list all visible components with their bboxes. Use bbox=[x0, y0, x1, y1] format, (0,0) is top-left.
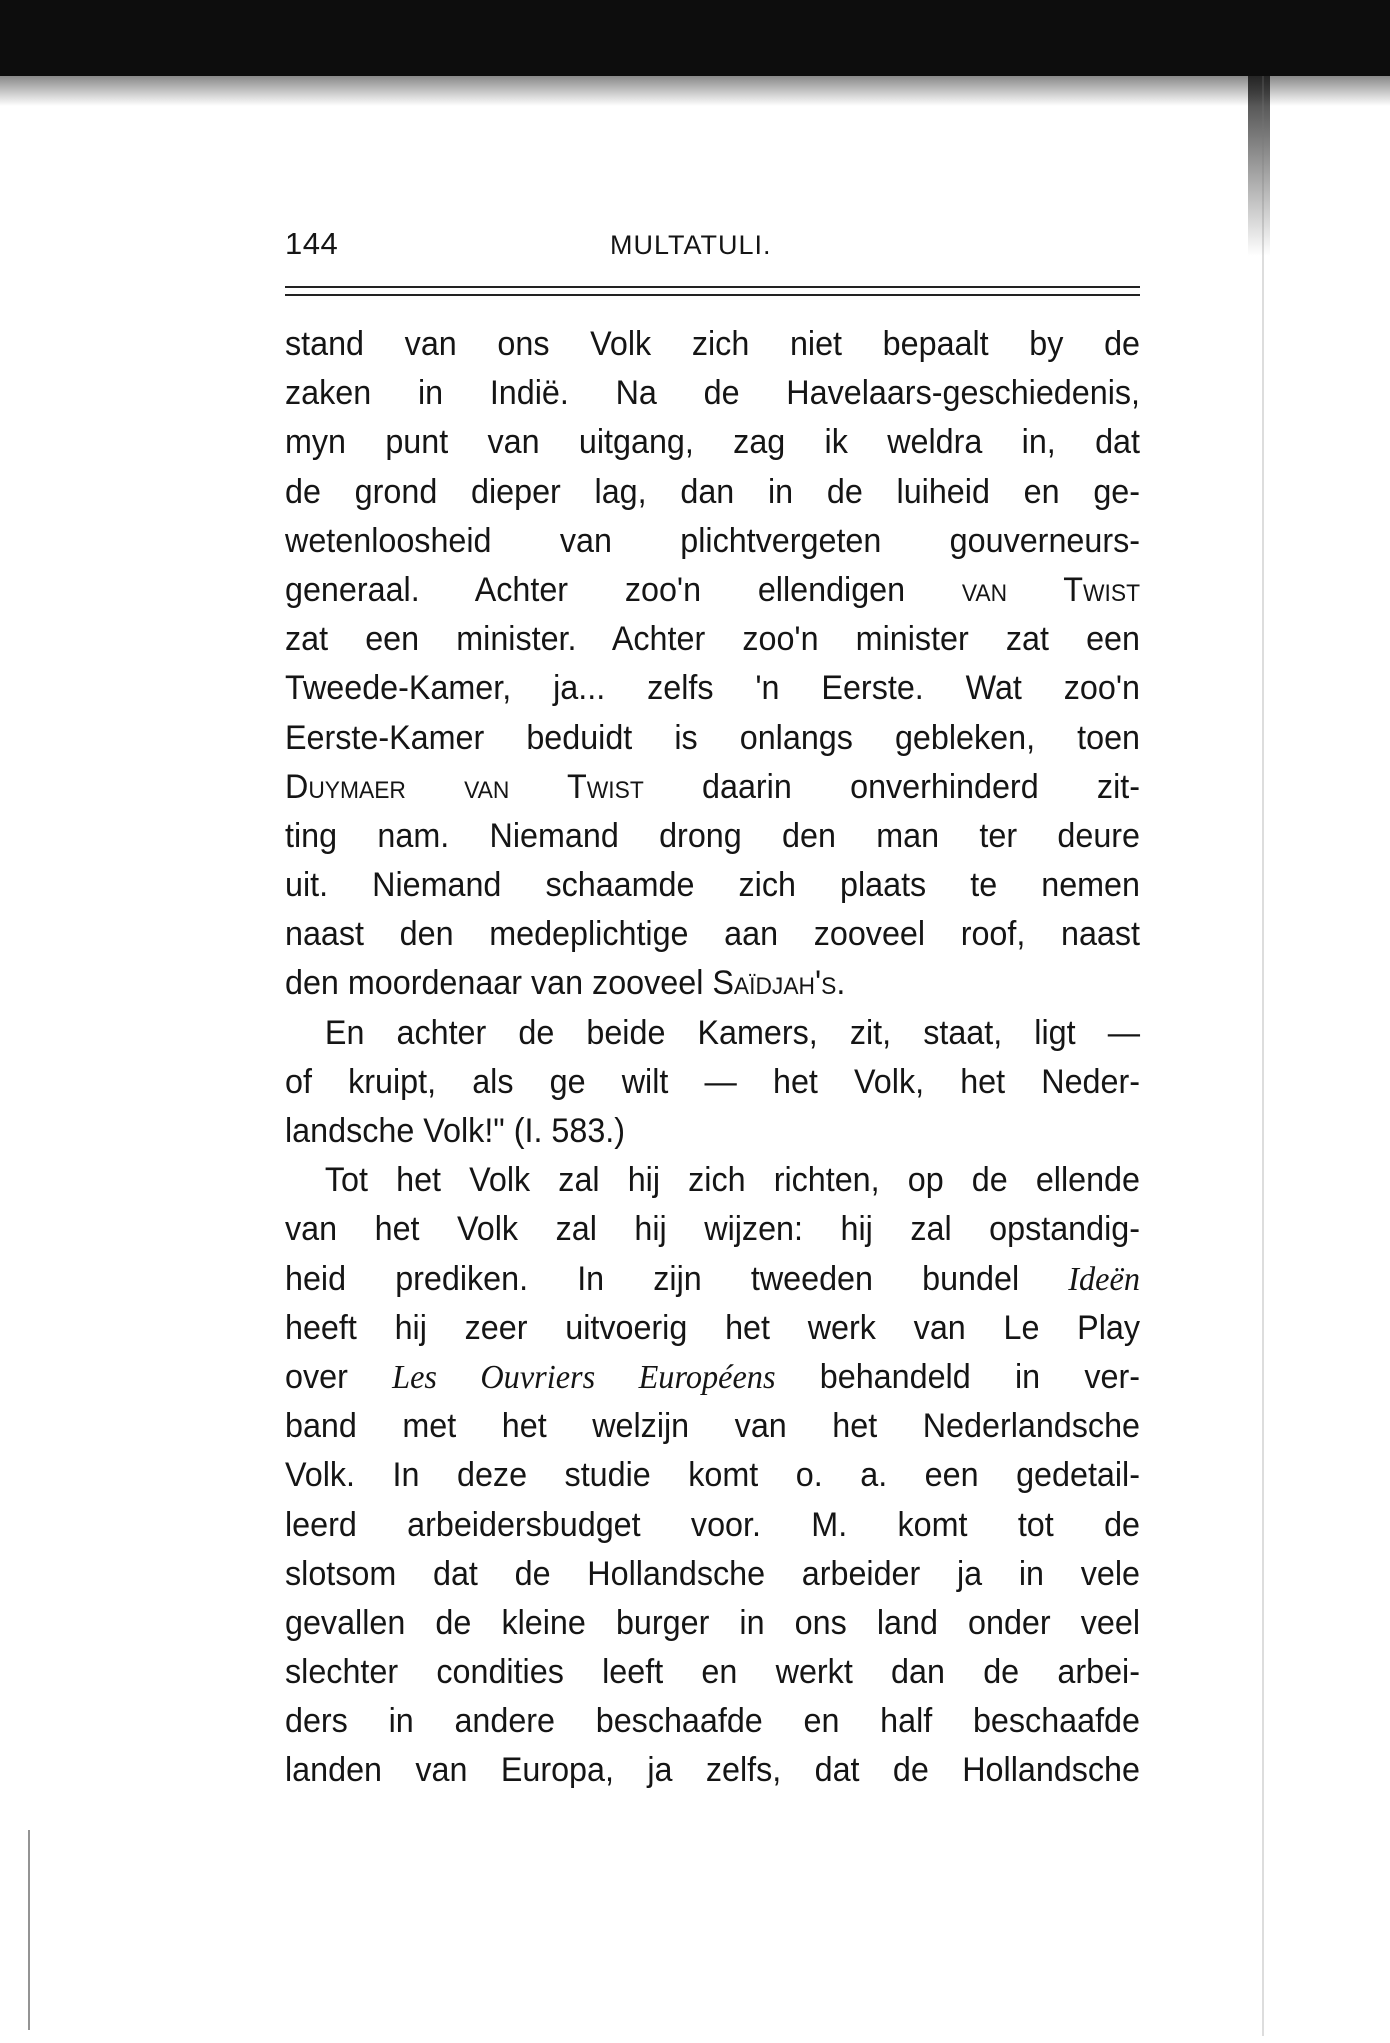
text-line bbox=[285, 763, 1140, 812]
running-head bbox=[285, 226, 1140, 272]
text-fragment: daarin onverhinderd zit- bbox=[643, 767, 1140, 806]
text-fragment: over bbox=[285, 1357, 393, 1396]
text-line: naast den medeplichtige aan zooveel roof, naast bbox=[285, 915, 1140, 954]
page-number: 144 bbox=[285, 226, 339, 261]
text-line: ders in andere beschaafde en half beschaafde bbox=[285, 1702, 1140, 1741]
text-line: leerd arbeidersbudget voor. M. komt tot de bbox=[285, 1505, 1140, 1544]
text-line: myn punt van uitgang, zag ik weldra in, dat bbox=[285, 423, 1140, 462]
text-line: Eerste-Kamer beduidt is onlangs gebleken, toen bbox=[285, 718, 1140, 757]
text-line bbox=[285, 566, 1140, 615]
page-left-edge bbox=[28, 1830, 30, 2030]
text-line: of kruipt, als ge wilt — het Volk, het Neder- bbox=[285, 1062, 1140, 1101]
text-line: gevallen de kleine burger in ons land onder veel bbox=[285, 1603, 1140, 1642]
title-les-ouvriers: Les Ouvriers Européens bbox=[392, 1358, 776, 1396]
text-line: heeft hij zeer uitvoerig het werk van Le Play bbox=[285, 1308, 1140, 1347]
running-title: MULTATULI. bbox=[610, 230, 772, 260]
paragraph-start-line: Tot het Volk zal hij zich richten, op de ellende bbox=[324, 1161, 1140, 1200]
text-fragment: behandeld in ver- bbox=[775, 1357, 1140, 1396]
scan-top-band bbox=[0, 0, 1390, 76]
page-right-edge bbox=[1262, 76, 1264, 2036]
title-ideen: Ideën bbox=[1068, 1260, 1140, 1298]
text-line: Tweede-Kamer, ja... zelfs 'n Eerste. Wat zoo'n bbox=[285, 669, 1140, 708]
text-fragment: den moordenaar van zooveel bbox=[285, 964, 713, 1003]
text-line bbox=[285, 1353, 1140, 1402]
text-line: landsche Volk!" (I. 583.) bbox=[285, 1112, 626, 1150]
text-line: Volk. In deze studie komt o. a. een gedetail- bbox=[285, 1456, 1140, 1495]
text-line: van het Volk zal hij wijzen: hij zal opstandig- bbox=[285, 1210, 1140, 1249]
text-line: zat een minister. Achter zoo'n minister zat een bbox=[285, 620, 1140, 659]
header-double-rule bbox=[285, 286, 1140, 296]
text-fragment: generaal. Achter zoo'n ellendigen bbox=[285, 570, 962, 609]
name-van-twist: van Twist bbox=[961, 570, 1140, 609]
body-text bbox=[285, 320, 1140, 1796]
scan-right-shadow bbox=[1248, 76, 1270, 256]
text-line: zaken in Indië. Na de Havelaars-geschiedenis, bbox=[285, 374, 1140, 413]
text-line: de grond dieper lag, dan in de luiheid en ge- bbox=[285, 472, 1140, 511]
text-line: landen van Europa, ja zelfs, dat de Hollandsche bbox=[285, 1751, 1140, 1790]
paragraph-start-line: En achter de beide Kamers, zit, staat, ligt — bbox=[324, 1013, 1140, 1052]
book-page bbox=[285, 226, 1140, 1796]
text-line: ting nam. Niemand drong den man ter deure bbox=[285, 816, 1140, 855]
text-line bbox=[285, 959, 1140, 1008]
name-duymaer-van-twist: Duymaer van Twist bbox=[285, 767, 644, 806]
text-line: stand van ons Volk zich niet bepaalt by de bbox=[285, 325, 1140, 363]
text-line bbox=[285, 1255, 1140, 1304]
text-fragment: heid prediken. In zijn tweeden bundel bbox=[285, 1259, 1069, 1298]
text-line: slotsom dat de Hollandsche arbeider ja in vele bbox=[285, 1554, 1140, 1593]
text-line: slechter condities leeft en werkt dan de arbei- bbox=[285, 1653, 1140, 1692]
scan-top-shadow bbox=[0, 76, 1390, 106]
text-line: uit. Niemand schaamde zich plaats te nemen bbox=[285, 866, 1140, 905]
text-line: wetenloosheid van plichtvergeten gouverneurs- bbox=[285, 521, 1140, 560]
name-saidjahs: Saïdjah's. bbox=[712, 964, 846, 1003]
text-line: band met het welzijn van het Nederlandsche bbox=[285, 1407, 1140, 1446]
